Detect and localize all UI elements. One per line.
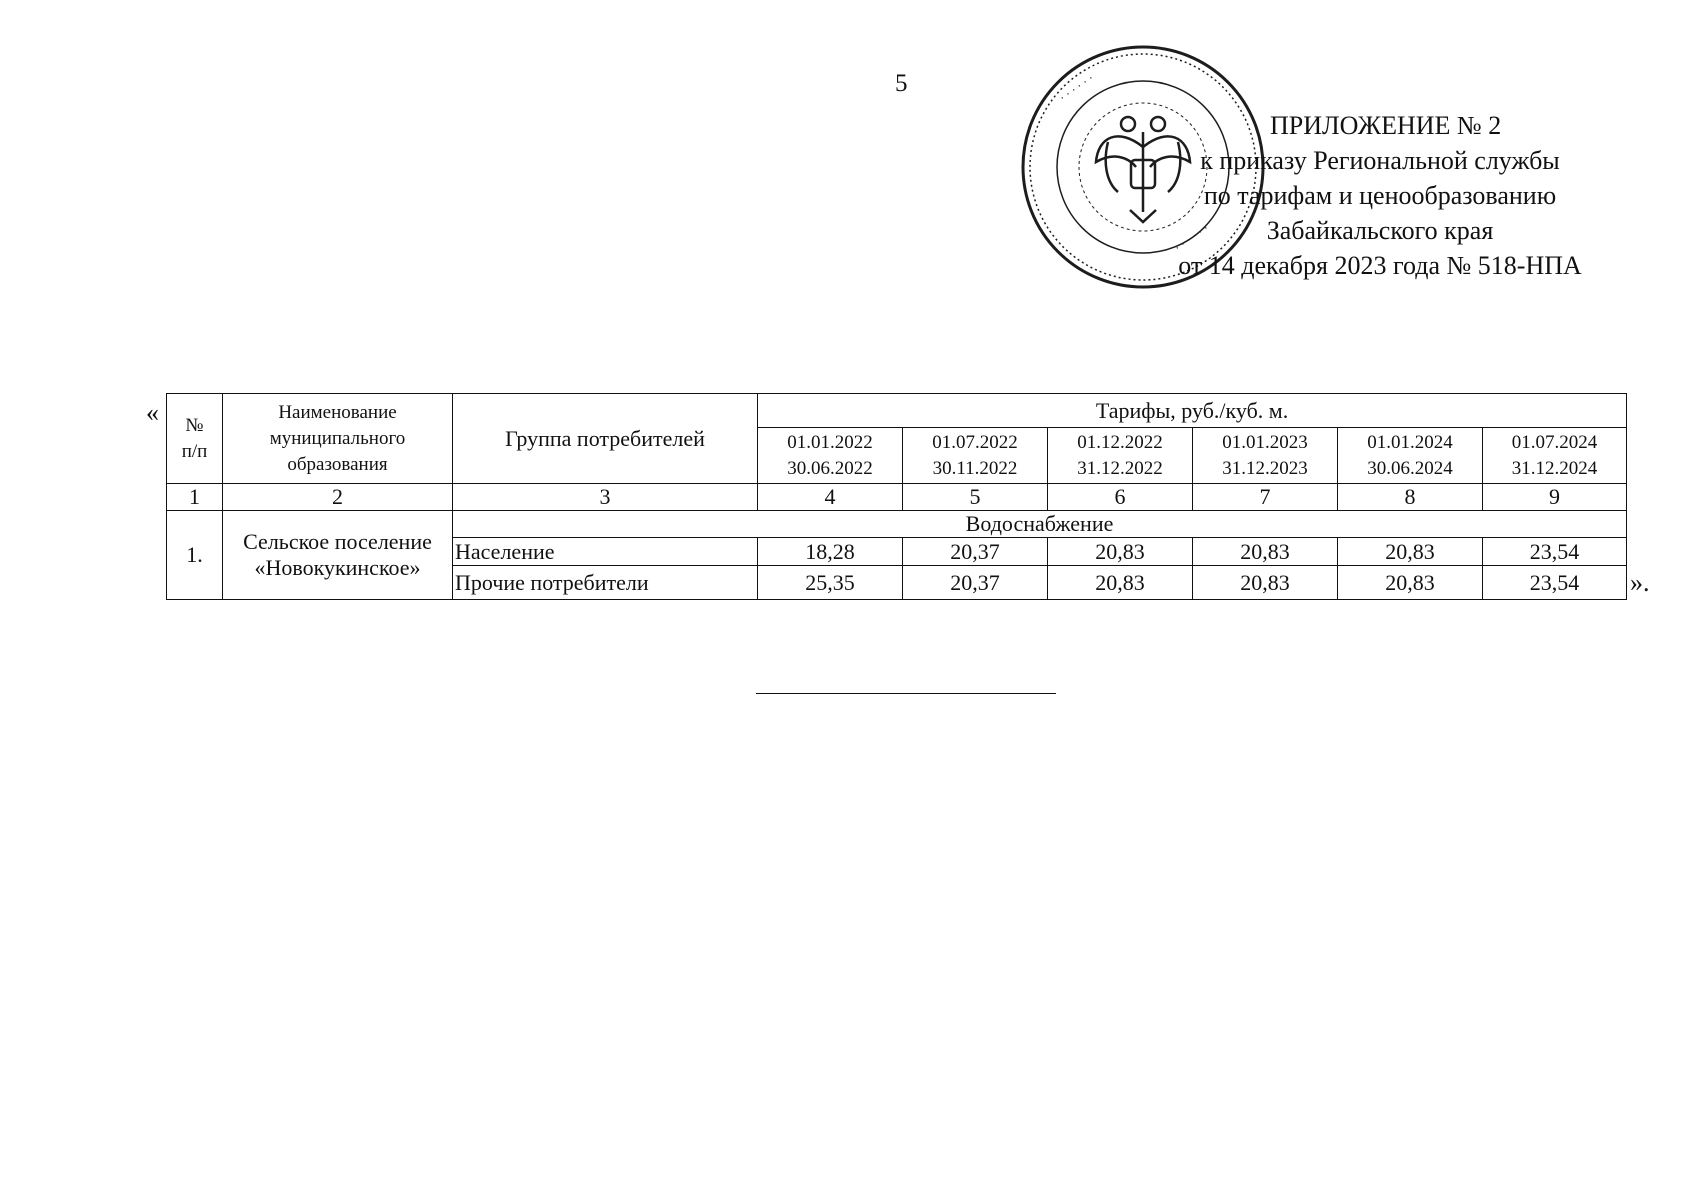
- period-5-from: 01.01.2024: [1367, 431, 1453, 453]
- section-water-supply: Водоснабжение: [453, 511, 1627, 538]
- header-number: [167, 394, 223, 484]
- period-1-to: 30.06.2022: [787, 457, 873, 479]
- closing-quote: ».: [1630, 568, 1650, 597]
- appendix-line-1: к приказу Региональной службы: [1200, 146, 1560, 175]
- period-6-to: 31.12.2024: [1511, 457, 1598, 479]
- period-5-to: 30.06.2024: [1367, 457, 1453, 479]
- index-cell: 6: [1048, 484, 1193, 511]
- svg-text:· · · · · ·: · · · · · ·: [1172, 221, 1212, 255]
- end-of-document-rule: [756, 693, 1056, 694]
- period-4-from: 01.01.2023: [1222, 431, 1308, 453]
- index-cell: 2: [223, 484, 453, 511]
- index-cell: 7: [1193, 484, 1338, 511]
- appendix-title: ПРИЛОЖЕНИЕ № 2: [1270, 111, 1502, 140]
- tariff-value: 20,83: [1338, 566, 1483, 600]
- header-period-1: [758, 428, 903, 484]
- page-number: 5: [895, 70, 908, 97]
- municipality-line-1: Сельское поселение: [243, 529, 432, 554]
- svg-text:· · · · · ·: · · · · · ·: [1057, 71, 1097, 105]
- header-period-5: [1338, 428, 1483, 484]
- tariff-value: 23,54: [1483, 566, 1627, 600]
- row-number: 1.: [167, 511, 223, 600]
- municipality-line-2: «Новокукинское»: [254, 555, 421, 580]
- tariff-value: 23,54: [1483, 538, 1627, 566]
- tariff-value: 25,35: [758, 566, 903, 600]
- appendix-line-3: Забайкальского края: [1266, 216, 1494, 245]
- index-cell: 8: [1338, 484, 1483, 511]
- tariff-value: 20,83: [1193, 566, 1338, 600]
- tariff-value: 20,83: [1048, 566, 1193, 600]
- appendix-line-2: по тарифам и ценообразованию: [1203, 181, 1557, 210]
- index-cell: 4: [758, 484, 903, 511]
- period-3-from: 01.12.2022: [1077, 431, 1163, 453]
- period-2-to: 30.11.2022: [932, 457, 1018, 479]
- tariff-value: 18,28: [758, 538, 903, 566]
- tariff-value: 20,83: [1338, 538, 1483, 566]
- consumer-group: Население: [453, 538, 758, 566]
- period-6-from: 01.07.2024: [1511, 431, 1598, 453]
- appendix-header: [1120, 108, 1640, 283]
- index-cell: 1: [167, 484, 223, 511]
- municipality-name: [223, 511, 453, 600]
- header-municipality-line-1: Наименование: [278, 401, 397, 423]
- header-municipality-line-3: образования: [287, 453, 388, 475]
- header-municipality-line-2: муниципального: [269, 427, 406, 449]
- index-cell: 9: [1483, 484, 1627, 511]
- index-cell: 3: [453, 484, 758, 511]
- header-municipality: [223, 394, 453, 484]
- index-cell: 5: [903, 484, 1048, 511]
- header-period-4: [1193, 428, 1338, 484]
- tariff-value: 20,37: [903, 566, 1048, 600]
- tariff-value: 20,83: [1193, 538, 1338, 566]
- opening-quote: «: [146, 398, 159, 427]
- header-consumer-group: Группа потребителей: [453, 394, 758, 484]
- header-number-line-2: п/п: [181, 440, 208, 462]
- header-tariffs: Тарифы, руб./куб. м.: [758, 394, 1627, 428]
- tariff-table: [166, 393, 1627, 600]
- consumer-group: Прочие потребители: [453, 566, 758, 600]
- header-period-2: [903, 428, 1048, 484]
- tariff-value: 20,37: [903, 538, 1048, 566]
- period-2-from: 01.07.2022: [932, 431, 1018, 453]
- header-period-6: [1483, 428, 1627, 484]
- header-period-3: [1048, 428, 1193, 484]
- period-1-from: 01.01.2022: [787, 431, 873, 453]
- period-4-to: 31.12.2023: [1222, 457, 1308, 479]
- period-3-to: 31.12.2022: [1077, 457, 1163, 479]
- tariff-value: 20,83: [1048, 538, 1193, 566]
- header-number-line-1: №: [185, 414, 204, 436]
- index-row: [167, 484, 1627, 511]
- appendix-line-4: от 14 декабря 2023 года № 518-НПА: [1178, 251, 1582, 280]
